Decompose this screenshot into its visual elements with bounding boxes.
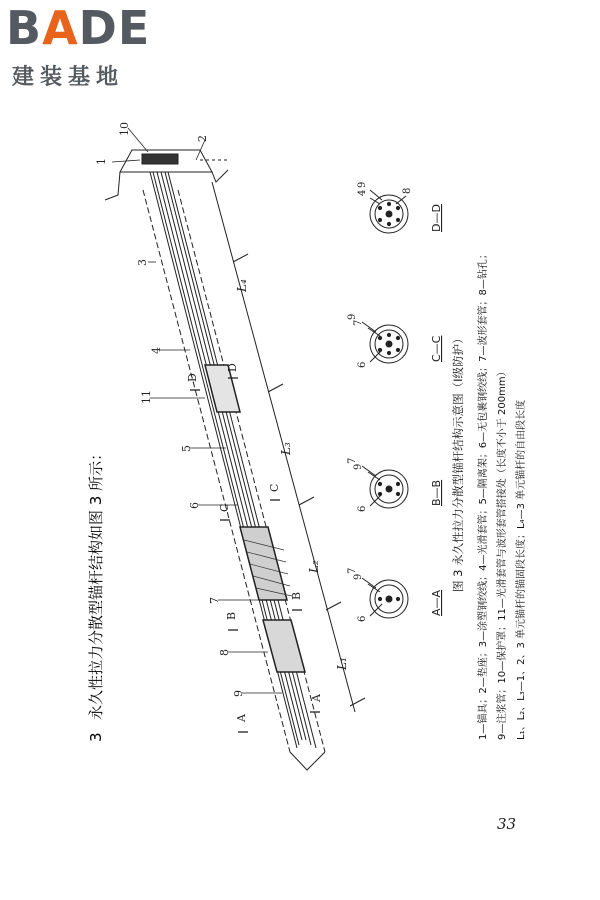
cross-section-titles [430, 204, 443, 616]
cross-section-labels [347, 182, 413, 622]
cs-d-label-4: 4 [357, 189, 368, 196]
section-number: 3 [87, 732, 105, 742]
cross-section-c [362, 322, 408, 363]
mark-c-left: C [218, 503, 231, 512]
section-heading: 永久性拉力分散型锚杆结构如图 3 所示： [87, 445, 105, 720]
mark-d-right: D [226, 363, 239, 372]
cs-d-title: D—D [430, 204, 443, 232]
callout-3: 3 [136, 259, 149, 266]
mark-a-left: A [235, 714, 248, 722]
mark-a-right: A [310, 694, 323, 702]
cross-section-a [362, 578, 408, 618]
callout-2: 2 [196, 135, 209, 142]
cross-section-d [370, 190, 408, 233]
mark-b-left: B [225, 611, 238, 620]
brand-wordmark: BADE [6, 1, 151, 55]
cs-b-title: B—B [430, 479, 443, 506]
callout-10: 10 [118, 122, 131, 136]
cs-c-title: C—C [430, 335, 443, 362]
cs-a-title: A—A [430, 589, 443, 616]
mark-d-left: D [186, 373, 199, 382]
anchor-rod-drawing [105, 128, 365, 770]
length-l2: L₂ [307, 560, 321, 573]
cs-c-label-9: 9 [347, 313, 358, 320]
callout-8: 8 [218, 649, 231, 656]
legend-line-3: L₁、L₂、L₃—1、2、3 单元锚杆的锚固段长度；L₄—3 单元锚杆的自由段长度 [516, 399, 527, 740]
length-l3: L₃ [279, 442, 293, 455]
callout-9: 9 [232, 690, 245, 697]
callout-4: 4 [150, 347, 163, 354]
figure-legend [476, 249, 527, 740]
cs-d-label-8: 8 [402, 187, 413, 194]
cs-b-label-9: 9 [353, 463, 364, 470]
mark-b-right: B [290, 591, 303, 600]
callout-7: 7 [208, 597, 221, 604]
legend-line-2: 9—注浆管；10—保护罩；11—光滑套管与波形套管搭接处（长度不小于 200mm） [497, 366, 508, 740]
cs-b-label-6: 6 [357, 505, 368, 512]
cs-d-label-9: 9 [357, 181, 368, 188]
page-number: 33 [497, 815, 517, 833]
mark-c-right: C [268, 483, 281, 492]
callout-11: 11 [140, 390, 153, 404]
cs-c-label-6: 6 [357, 361, 368, 368]
callout-1: 1 [95, 158, 108, 165]
length-labels [235, 279, 349, 671]
cs-a-label-9: 9 [353, 573, 364, 580]
length-l1: L₁ [335, 657, 349, 670]
figure-caption-block [451, 332, 465, 592]
cs-a-label-7: 7 [347, 567, 358, 574]
brand-subtitle: 建装基地 [12, 65, 125, 90]
figure-caption: 图 3 永久性拉力分散型锚杆结构示意图（Ⅰ级防护） [451, 332, 465, 592]
callout-6: 6 [188, 502, 201, 509]
cross-sections [362, 190, 408, 618]
length-l4: L₄ [235, 279, 249, 292]
cs-a-label-6: 6 [357, 615, 368, 622]
cross-section-b [362, 466, 408, 508]
cs-b-label-7: 7 [347, 457, 358, 464]
callout-5: 5 [180, 445, 193, 452]
cs-c-label-7: 7 [353, 319, 364, 326]
legend-line-1: 1—锚具；2—垫座；3—涂塑钢绞线；4—光滑套管；5—隔离架；6—无包裹钢绞线；7—波形套管；8—钻孔； [478, 249, 489, 740]
